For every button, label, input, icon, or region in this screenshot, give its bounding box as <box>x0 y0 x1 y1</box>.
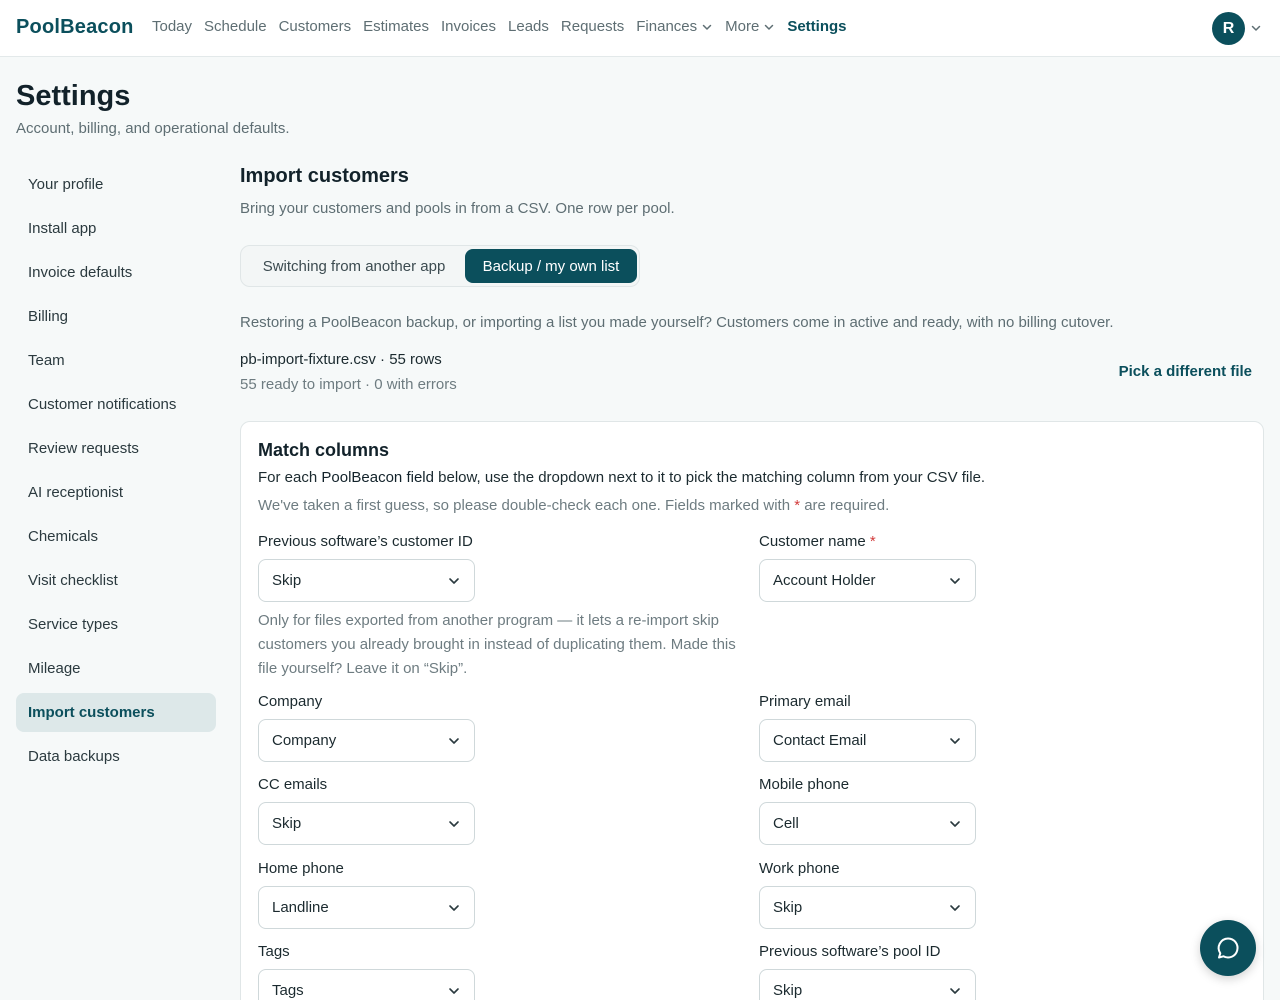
field-label <box>759 533 1239 553</box>
prev-pool-id-select[interactable] <box>759 969 976 1000</box>
tags-select[interactable] <box>258 969 475 1000</box>
nav-customers[interactable]: Customers <box>278 18 352 35</box>
toggle-backup-own-list[interactable]: Backup / my own list <box>465 249 637 283</box>
field-label: Tags <box>258 943 290 960</box>
nav-today[interactable]: Today <box>152 18 193 35</box>
sidebar-item-review-requests[interactable]: Review requests <box>28 440 139 457</box>
select-value: Skip <box>272 815 302 832</box>
nav-schedule[interactable]: Schedule <box>204 18 267 35</box>
card-hint-pre: We've taken a first guess, so please double-check each one. Fields marked with <box>258 497 795 514</box>
card-description <box>258 469 985 486</box>
settings-sidebar <box>16 165 216 781</box>
field-mobile-phone <box>759 776 1239 845</box>
file-summary <box>240 351 442 368</box>
field-customer-name <box>759 533 1239 602</box>
restore-note: Restoring a PoolBeacon backup, or importing a list you made yourself? Customers come in active and ready, with no billing cutover. <box>240 314 1114 331</box>
top-navigation <box>0 0 1280 57</box>
sidebar-item-chemicals[interactable]: Chemicals <box>28 528 99 545</box>
select-value: Company <box>272 732 337 749</box>
mobile-phone-select[interactable] <box>759 802 976 845</box>
nav-requests[interactable]: Requests <box>560 18 625 35</box>
select-value: Landline <box>272 899 329 916</box>
sidebar-item-invoice-defaults[interactable]: Invoice defaults <box>28 264 133 281</box>
select-value: Cell <box>773 815 799 832</box>
chevron-down-icon <box>447 984 461 998</box>
sidebar-item-your-profile[interactable]: Your profile <box>28 176 104 193</box>
chat-bubble-icon <box>1215 935 1241 961</box>
page-title: Settings <box>16 80 131 112</box>
nav-more-label: More <box>725 18 760 35</box>
card-hint-post: are required. <box>800 497 890 514</box>
field-home-phone <box>258 860 738 929</box>
sidebar-item-data-backups[interactable]: Data backups <box>28 748 120 765</box>
chevron-down-icon <box>763 21 775 33</box>
section-title: Import customers <box>240 165 409 187</box>
field-label: Primary email <box>759 693 851 710</box>
chevron-down-icon <box>948 734 962 748</box>
sidebar-item-ai-receptionist[interactable]: AI receptionist <box>28 484 124 501</box>
field-company <box>258 693 738 762</box>
field-label: CC emails <box>258 776 328 793</box>
sidebar-item-customer-notifications[interactable]: Customer notifications <box>28 396 177 413</box>
select-value: Tags <box>272 982 304 999</box>
chevron-down-icon <box>948 574 962 588</box>
chevron-down-icon[interactable] <box>1250 22 1262 34</box>
toggle-switching-from-app[interactable]: Switching from another app <box>262 257 446 275</box>
chevron-down-icon <box>447 574 461 588</box>
field-work-phone <box>759 860 1239 929</box>
select-value: Skip <box>272 572 302 589</box>
field-hint: Only for files exported from another program — it lets a re-import skip customers you already brought in instead of duplicating them. Made this file yourself? Leave it on “Skip”. <box>258 612 736 677</box>
chevron-down-icon <box>447 817 461 831</box>
match-columns-card <box>240 421 1264 1000</box>
card-description-field: PoolBeacon field <box>321 469 434 486</box>
sidebar-item-mileage[interactable]: Mileage <box>28 660 81 677</box>
select-value: Skip <box>773 982 803 999</box>
field-label-text: Customer name <box>759 533 866 550</box>
nav-finances-label: Finances <box>636 18 698 35</box>
field-label: Previous software’s pool ID <box>759 943 941 960</box>
card-title: Match columns <box>258 440 390 460</box>
field-label: Previous software’s customer ID <box>258 533 473 550</box>
work-phone-select[interactable] <box>759 886 976 929</box>
nav-settings[interactable]: Settings <box>787 18 847 35</box>
prev-customer-id-select[interactable] <box>258 559 475 602</box>
sidebar-item-service-types[interactable]: Service types <box>28 616 119 633</box>
brand-logo[interactable]: PoolBeacon <box>16 16 134 38</box>
customer-name-select[interactable] <box>759 559 976 602</box>
chevron-down-icon <box>447 734 461 748</box>
chevron-down-icon <box>948 984 962 998</box>
nav-invoices[interactable]: Invoices <box>440 18 497 35</box>
page-subtitle: Account, billing, and operational defaults. <box>16 120 290 137</box>
card-description-pre: For each <box>258 469 322 486</box>
pick-different-file-link[interactable]: Pick a different file <box>1118 363 1252 380</box>
main-nav <box>152 18 847 35</box>
chevron-down-icon <box>701 21 713 33</box>
import-section <box>240 165 1264 393</box>
chevron-down-icon <box>447 901 461 915</box>
field-label: Mobile phone <box>759 776 850 793</box>
nav-leads[interactable]: Leads <box>508 18 549 35</box>
card-description-post: below, use the dropdown next to it to pick the matching column from your CSV file. <box>433 469 986 486</box>
import-mode-toggle <box>240 245 640 287</box>
sidebar-item-install-app[interactable]: Install app <box>28 220 97 237</box>
file-status: 55 ready to import · 0 with errors <box>240 376 457 393</box>
primary-email-select[interactable] <box>759 719 976 762</box>
file-row-count: · 55 rows <box>380 351 442 368</box>
card-hint <box>258 497 889 514</box>
nav-estimates[interactable]: Estimates <box>363 18 429 35</box>
select-value: Account Holder <box>773 572 876 589</box>
field-tags <box>258 943 738 1000</box>
cc-emails-select[interactable] <box>258 802 475 845</box>
field-label: Work phone <box>759 860 840 877</box>
sidebar-item-import-customers[interactable]: Import customers <box>16 693 216 732</box>
section-subtitle: Bring your customers and pools in from a CSV. One row per pool. <box>240 200 675 217</box>
field-label: Company <box>258 693 323 710</box>
chevron-down-icon <box>948 901 962 915</box>
required-star: * <box>794 497 801 514</box>
chevron-down-icon <box>948 817 962 831</box>
avatar[interactable]: R <box>1212 12 1245 45</box>
field-prev-customer-id <box>258 533 738 681</box>
file-name: pb-import-fixture.csv <box>240 351 376 368</box>
sidebar-item-team[interactable]: Team <box>28 352 65 369</box>
company-select[interactable] <box>258 719 475 762</box>
sidebar-item-billing[interactable]: Billing <box>28 308 69 325</box>
nav-more[interactable] <box>725 18 775 35</box>
chat-button[interactable] <box>1200 920 1256 976</box>
select-value: Contact Email <box>773 732 867 749</box>
required-star: * <box>869 533 876 550</box>
field-label: Home phone <box>258 860 344 877</box>
nav-finances[interactable] <box>636 18 713 35</box>
select-value: Skip <box>773 899 803 916</box>
sidebar-item-visit-checklist[interactable]: Visit checklist <box>28 572 118 589</box>
home-phone-select[interactable] <box>258 886 475 929</box>
field-prev-pool-id <box>759 943 1239 1000</box>
field-primary-email <box>759 693 1239 762</box>
field-cc-emails <box>258 776 738 845</box>
